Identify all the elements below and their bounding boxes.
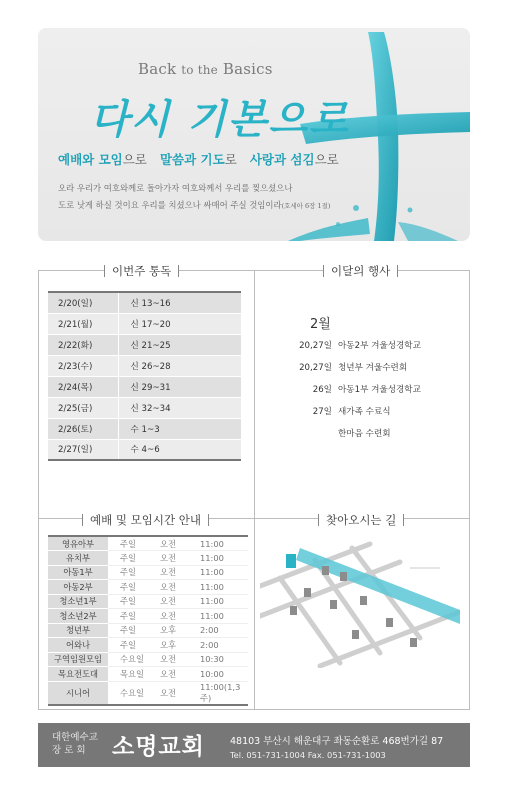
service-time: 11:00 bbox=[186, 551, 248, 566]
reading-row bbox=[48, 397, 241, 418]
service-time: 10:30 bbox=[186, 652, 248, 667]
service-day: 주일 bbox=[108, 623, 150, 638]
reading-passage: 신 21~25 bbox=[118, 334, 241, 355]
reading-table bbox=[48, 291, 241, 461]
reading-row bbox=[48, 355, 241, 376]
service-row bbox=[48, 623, 248, 638]
reading-passage: 신 17~20 bbox=[118, 313, 241, 334]
service-ampm: 오전 bbox=[150, 609, 186, 624]
service-row bbox=[48, 565, 248, 580]
service-day: 주일 bbox=[108, 551, 150, 566]
service-day: 주일 bbox=[108, 580, 150, 595]
service-group: 목요전도대 bbox=[48, 667, 108, 682]
service-time: 11:00 bbox=[186, 536, 248, 551]
service-day: 주일 bbox=[108, 565, 150, 580]
reading-passage: 신 13~16 bbox=[118, 292, 241, 313]
hero-tagline: 예배와 모임으로 말씀과 기도로 사랑과 섬김으로 bbox=[58, 152, 339, 167]
services-section-title: 예배 및 모임시간 안내 bbox=[82, 512, 209, 528]
service-time: 2:00 bbox=[186, 638, 248, 653]
reading-passage: 신 26~28 bbox=[118, 355, 241, 376]
reading-section-title: 이번주 통독 bbox=[104, 263, 179, 279]
service-time: 11:00 bbox=[186, 594, 248, 609]
reading-row bbox=[48, 292, 241, 313]
event-row bbox=[270, 383, 421, 395]
service-group: 어와나 bbox=[48, 638, 108, 653]
event-row bbox=[270, 361, 407, 373]
events-section-title: 이달의 행사 bbox=[323, 263, 398, 279]
reading-row bbox=[48, 334, 241, 355]
reading-date: 2/22(화) bbox=[48, 334, 118, 355]
service-row bbox=[48, 551, 248, 566]
service-day: 목요일 bbox=[108, 667, 150, 682]
footer-bar bbox=[38, 723, 470, 767]
services-table bbox=[48, 535, 248, 706]
event-name: 새가족 수료식 bbox=[338, 407, 391, 417]
directions-map bbox=[260, 538, 460, 668]
church-address: 48103 부산시 해운대구 좌동순환로 468번가길 87 bbox=[230, 736, 444, 747]
service-group: 아동2부 bbox=[48, 580, 108, 595]
event-name: 아동1부 겨울성경학교 bbox=[338, 385, 421, 395]
reading-date: 2/26(토) bbox=[48, 418, 118, 439]
service-ampm: 오전 bbox=[150, 580, 186, 595]
reading-date: 2/21(월) bbox=[48, 313, 118, 334]
directions-section-title: 찾아오시는 길 bbox=[318, 512, 404, 528]
church-name: 소명교회 bbox=[112, 734, 205, 760]
hero-verse: 오라 우리가 여호와께로 돌아가자 여호와께서 우리를 찢으셨으나 도로 낫게 하실 것이요 우리를 치셨으나 싸매어 주실 것임이라(호세아 6장 1절) bbox=[58, 183, 331, 210]
event-date: 27일 bbox=[312, 407, 332, 417]
event-date: 20,27일 bbox=[299, 363, 332, 373]
service-ampm: 오전 bbox=[150, 667, 186, 682]
church-contact: Tel. 051-731-1004 Fax. 051-731-1003 bbox=[230, 750, 386, 760]
service-ampm: 오전 bbox=[150, 594, 186, 609]
service-day: 수요일 bbox=[108, 681, 150, 705]
event-name: 아동2부 겨울성경학교 bbox=[338, 341, 421, 351]
service-group: 청년부 bbox=[48, 623, 108, 638]
service-row bbox=[48, 536, 248, 551]
service-ampm: 오후 bbox=[150, 638, 186, 653]
reading-row bbox=[48, 439, 241, 460]
service-row bbox=[48, 609, 248, 624]
event-row bbox=[270, 339, 421, 351]
service-time: 11:00 bbox=[186, 609, 248, 624]
reading-row bbox=[48, 313, 241, 334]
reading-date: 2/25(금) bbox=[48, 397, 118, 418]
service-row bbox=[48, 652, 248, 667]
service-row bbox=[48, 681, 248, 705]
service-row bbox=[48, 667, 248, 682]
reading-passage: 수 4~6 bbox=[118, 439, 241, 460]
service-day: 주일 bbox=[108, 609, 150, 624]
service-group: 아동1부 bbox=[48, 565, 108, 580]
church-marker-icon bbox=[286, 554, 296, 568]
reading-passage: 신 29~31 bbox=[118, 376, 241, 397]
service-time: 11:00 bbox=[186, 565, 248, 580]
service-day: 수요일 bbox=[108, 652, 150, 667]
reading-passage: 수 1~3 bbox=[118, 418, 241, 439]
event-date: 26일 bbox=[312, 385, 332, 395]
service-group: 시니어 bbox=[48, 681, 108, 705]
service-row bbox=[48, 594, 248, 609]
reading-date: 2/24(목) bbox=[48, 376, 118, 397]
event-row bbox=[270, 427, 391, 439]
service-time: 11:00(1,3주) bbox=[186, 681, 248, 705]
service-ampm: 오전 bbox=[150, 652, 186, 667]
reading-date: 2/20(일) bbox=[48, 292, 118, 313]
service-day: 주일 bbox=[108, 638, 150, 653]
service-time: 2:00 bbox=[186, 623, 248, 638]
service-time: 10:00 bbox=[186, 667, 248, 682]
event-name: 한마음 수련회 bbox=[338, 429, 391, 439]
service-time: 11:00 bbox=[186, 580, 248, 595]
service-ampm: 오전 bbox=[150, 536, 186, 551]
service-day: 주일 bbox=[108, 536, 150, 551]
hero-title: 다시 기본으로 bbox=[90, 96, 350, 143]
reading-date: 2/23(수) bbox=[48, 355, 118, 376]
reading-row bbox=[48, 418, 241, 439]
hero-subtitle: Back to the Basics bbox=[138, 60, 273, 78]
reading-row bbox=[48, 376, 241, 397]
service-ampm: 오전 bbox=[150, 681, 186, 705]
service-group: 유치부 bbox=[48, 551, 108, 566]
service-row bbox=[48, 580, 248, 595]
service-row bbox=[48, 638, 248, 653]
service-group: 청소년1부 bbox=[48, 594, 108, 609]
events-month: 2월 bbox=[310, 317, 331, 332]
service-ampm: 오후 bbox=[150, 623, 186, 638]
hero-banner bbox=[38, 28, 470, 241]
event-row bbox=[270, 405, 391, 417]
denomination: 대한예수교 장 로 회 bbox=[52, 732, 98, 756]
service-group: 청소년2부 bbox=[48, 609, 108, 624]
event-name: 청년부 겨울수련회 bbox=[338, 363, 408, 373]
service-group: 영유아부 bbox=[48, 536, 108, 551]
service-day: 주일 bbox=[108, 594, 150, 609]
service-group: 구역임원모임 bbox=[48, 652, 108, 667]
panel-divider-vertical bbox=[254, 270, 255, 710]
service-ampm: 오전 bbox=[150, 551, 186, 566]
service-ampm: 오전 bbox=[150, 565, 186, 580]
reading-passage: 신 32~34 bbox=[118, 397, 241, 418]
event-date: 20,27일 bbox=[299, 341, 332, 351]
reading-date: 2/27(일) bbox=[48, 439, 118, 460]
